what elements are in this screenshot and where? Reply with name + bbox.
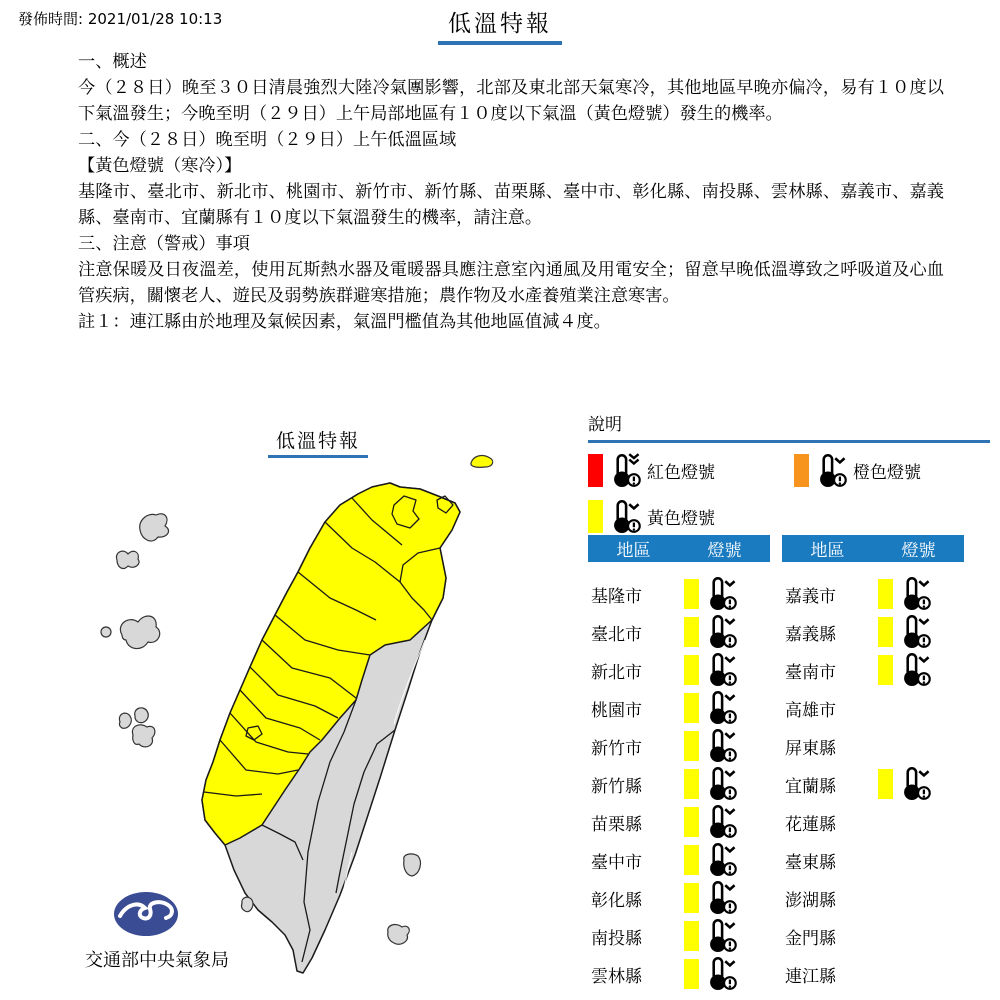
county-name: 宜蘭縣 <box>785 776 836 797</box>
section-heading: 三、注意（警戒）事項 <box>78 234 250 254</box>
yellow-swatch <box>588 500 603 533</box>
table-row <box>782 803 964 841</box>
section-heading: 一、概述 <box>78 52 147 72</box>
county-name: 苗栗縣 <box>591 814 642 835</box>
signal-cell <box>684 728 738 764</box>
paragraph: 基隆市、臺北市、新北市、桃園市、新竹市、新竹縣、苗栗縣、臺中市、彰化縣、南投縣、雲林縣、嘉義市、嘉義縣、臺南市、宜蘭縣有１０度以下氣溫發生的機率，請注意。 <box>78 182 944 228</box>
red-swatch <box>588 454 603 487</box>
yellow-swatch <box>684 731 699 761</box>
yellow-swatch <box>684 807 699 837</box>
table-row <box>588 651 770 689</box>
yellow-swatch <box>878 655 893 685</box>
yellow-swatch <box>878 769 893 799</box>
county-name: 嘉義市 <box>785 586 836 607</box>
county-name: 彰化縣 <box>591 890 642 911</box>
table-row <box>782 955 964 993</box>
island-green <box>404 854 421 876</box>
county-name: 新竹縣 <box>591 776 642 797</box>
paragraph: 【黃色燈號（寒冷）】 <box>78 156 242 176</box>
county-name: 臺北市 <box>591 624 642 645</box>
page-title-wrap <box>0 5 1000 45</box>
table-row <box>782 727 964 765</box>
publish-time: 發佈時間: 2021/01/28 10:13 <box>18 10 223 28</box>
table-row <box>588 765 770 803</box>
island-penghu <box>132 725 154 747</box>
yellow-swatch <box>684 845 699 875</box>
signal-cell <box>878 576 932 612</box>
thermometer-cold-icon <box>702 766 738 802</box>
legend <box>588 410 990 535</box>
island-penghu <box>135 708 149 723</box>
county-name: 金門縣 <box>785 928 836 949</box>
region-table-left <box>588 535 770 993</box>
signal-cell <box>684 690 738 726</box>
county-name: 臺南市 <box>785 662 836 683</box>
taiwan-map <box>80 420 580 1000</box>
thermometer-cold-icon <box>702 918 738 954</box>
signal-cell <box>684 766 738 802</box>
table-row <box>588 803 770 841</box>
table-row <box>588 689 770 727</box>
column-signal: 燈號 <box>707 541 742 561</box>
thermometer-cold-icon <box>896 614 932 650</box>
table-row <box>782 575 964 613</box>
yellow-swatch <box>684 693 699 723</box>
bulletin-text <box>78 49 944 335</box>
signal-cell <box>878 652 932 688</box>
signal-cell <box>878 614 932 650</box>
island-guishan <box>471 456 493 468</box>
yellow-swatch <box>684 769 699 799</box>
county-name: 連江縣 <box>785 966 836 987</box>
legend-item-orange <box>794 452 990 489</box>
table-rows <box>588 575 770 993</box>
yellow-swatch <box>878 617 893 647</box>
signal-cell <box>684 652 738 688</box>
county-name: 基隆市 <box>591 586 642 607</box>
yellow-swatch <box>684 579 699 609</box>
table-row <box>588 955 770 993</box>
county-name: 嘉義縣 <box>785 624 836 645</box>
section-heading: 二、今（２８日）晚至明（２９日）上午低溫區域 <box>78 130 457 150</box>
county-name: 花蓮縣 <box>785 814 836 835</box>
signal-cell <box>684 918 738 954</box>
county-name: 臺東縣 <box>785 852 836 873</box>
yellow-swatch <box>684 655 699 685</box>
thermometer-cold-icon <box>702 956 738 992</box>
thermometer-cold-icon <box>702 614 738 650</box>
paragraph: 今（２８日）晚至３０日清晨強烈大陸冷氣團影響，北部及東北部天氣寒冷，其他地區早晚亦偏冷，易有１０度以下氣溫發生；今晚至明（２９日）上午局部地區有１０度以下氣溫（黃色燈號）發生的機率。 <box>78 78 944 124</box>
region-table-right <box>782 535 964 993</box>
table-rows <box>782 575 964 993</box>
legend-label: 橙色燈號 <box>853 463 921 483</box>
thermometer-cold-icon <box>702 804 738 840</box>
table-row <box>782 689 964 727</box>
table-header <box>588 535 770 562</box>
legend-item-red <box>588 452 794 489</box>
table-row <box>588 917 770 955</box>
county-name: 屏東縣 <box>785 738 836 759</box>
table-row <box>782 765 964 803</box>
table-header <box>782 535 964 562</box>
thermometer-cold-icon <box>702 728 738 764</box>
thermometer-cold-icon <box>702 576 738 612</box>
yellow-swatch <box>878 579 893 609</box>
island-matsu <box>140 514 169 541</box>
island-lanyu <box>388 925 410 945</box>
thermometer-cold-icon <box>896 766 932 802</box>
paragraph: 註１：連江縣由於地理及氣候因素，氣溫門檻值為其他地區值減４度。 <box>78 312 611 332</box>
thermometer-cold-icon <box>702 690 738 726</box>
table-row <box>782 613 964 651</box>
legend-item-yellow <box>588 498 794 535</box>
table-row <box>588 841 770 879</box>
signal-cell <box>684 614 738 650</box>
county-name: 桃園市 <box>591 700 642 721</box>
island-penghu <box>120 616 159 649</box>
table-row <box>588 727 770 765</box>
orange-swatch <box>794 454 809 487</box>
cwb-logo <box>114 892 178 936</box>
table-row <box>782 651 964 689</box>
legend-title: 說明 <box>588 415 622 435</box>
thermometer-cold-icon <box>702 880 738 916</box>
page-title: 低溫特報 <box>438 5 562 45</box>
yellow-swatch <box>684 959 699 989</box>
thermometer-cold-icon <box>896 652 932 688</box>
county-name: 新竹市 <box>591 738 642 759</box>
column-signal: 燈號 <box>901 541 936 561</box>
signal-cell <box>684 804 738 840</box>
legend-label: 紅色燈號 <box>647 463 715 483</box>
county-name: 雲林縣 <box>591 966 642 987</box>
table-row <box>588 575 770 613</box>
table-row <box>588 613 770 651</box>
thermometer-cold-icon <box>812 453 848 489</box>
island-penghu <box>119 713 131 728</box>
county-name: 新北市 <box>591 662 642 683</box>
thermometer-cold-icon <box>702 652 738 688</box>
table-row <box>782 841 964 879</box>
island-penghu <box>101 627 111 637</box>
signal-cell <box>684 576 738 612</box>
agency-name: 交通部中央氣象局 <box>85 950 229 971</box>
column-region: 地區 <box>616 541 651 561</box>
island-matsu <box>116 551 139 568</box>
thermometer-cold-icon <box>606 453 642 489</box>
county-name: 臺中市 <box>591 852 642 873</box>
table-row <box>782 917 964 955</box>
yellow-swatch <box>684 617 699 647</box>
county-name: 澎湖縣 <box>785 890 836 911</box>
thermometer-cold-icon <box>896 576 932 612</box>
column-region: 地區 <box>810 541 845 561</box>
thermometer-cold-icon <box>606 499 642 535</box>
table-row <box>588 879 770 917</box>
thermometer-cold-icon <box>702 842 738 878</box>
paragraph: 注意保暖及日夜溫差，使用瓦斯熱水器及電暖器具應注意室內通風及用電安全；留意早晚低溫導致之呼吸道及心血管疾病，關懷老人、遊民及弱勢族群避寒措施；農作物及水產養殖業注意寒害。 <box>78 260 944 306</box>
signal-cell <box>878 766 932 802</box>
signal-cell <box>684 956 738 992</box>
map-title-wrap <box>258 426 378 458</box>
island-liuqiu <box>241 897 252 911</box>
yellow-swatch <box>684 883 699 913</box>
signal-cell <box>684 842 738 878</box>
legend-label: 黃色燈號 <box>647 509 715 529</box>
legend-items <box>588 452 990 535</box>
signal-cell <box>684 880 738 916</box>
yellow-swatch <box>684 921 699 951</box>
table-row <box>782 879 964 917</box>
county-name: 南投縣 <box>591 928 642 949</box>
county-name: 高雄市 <box>785 700 836 721</box>
map-title: 低溫特報 <box>268 426 368 458</box>
legend-divider <box>588 440 990 443</box>
